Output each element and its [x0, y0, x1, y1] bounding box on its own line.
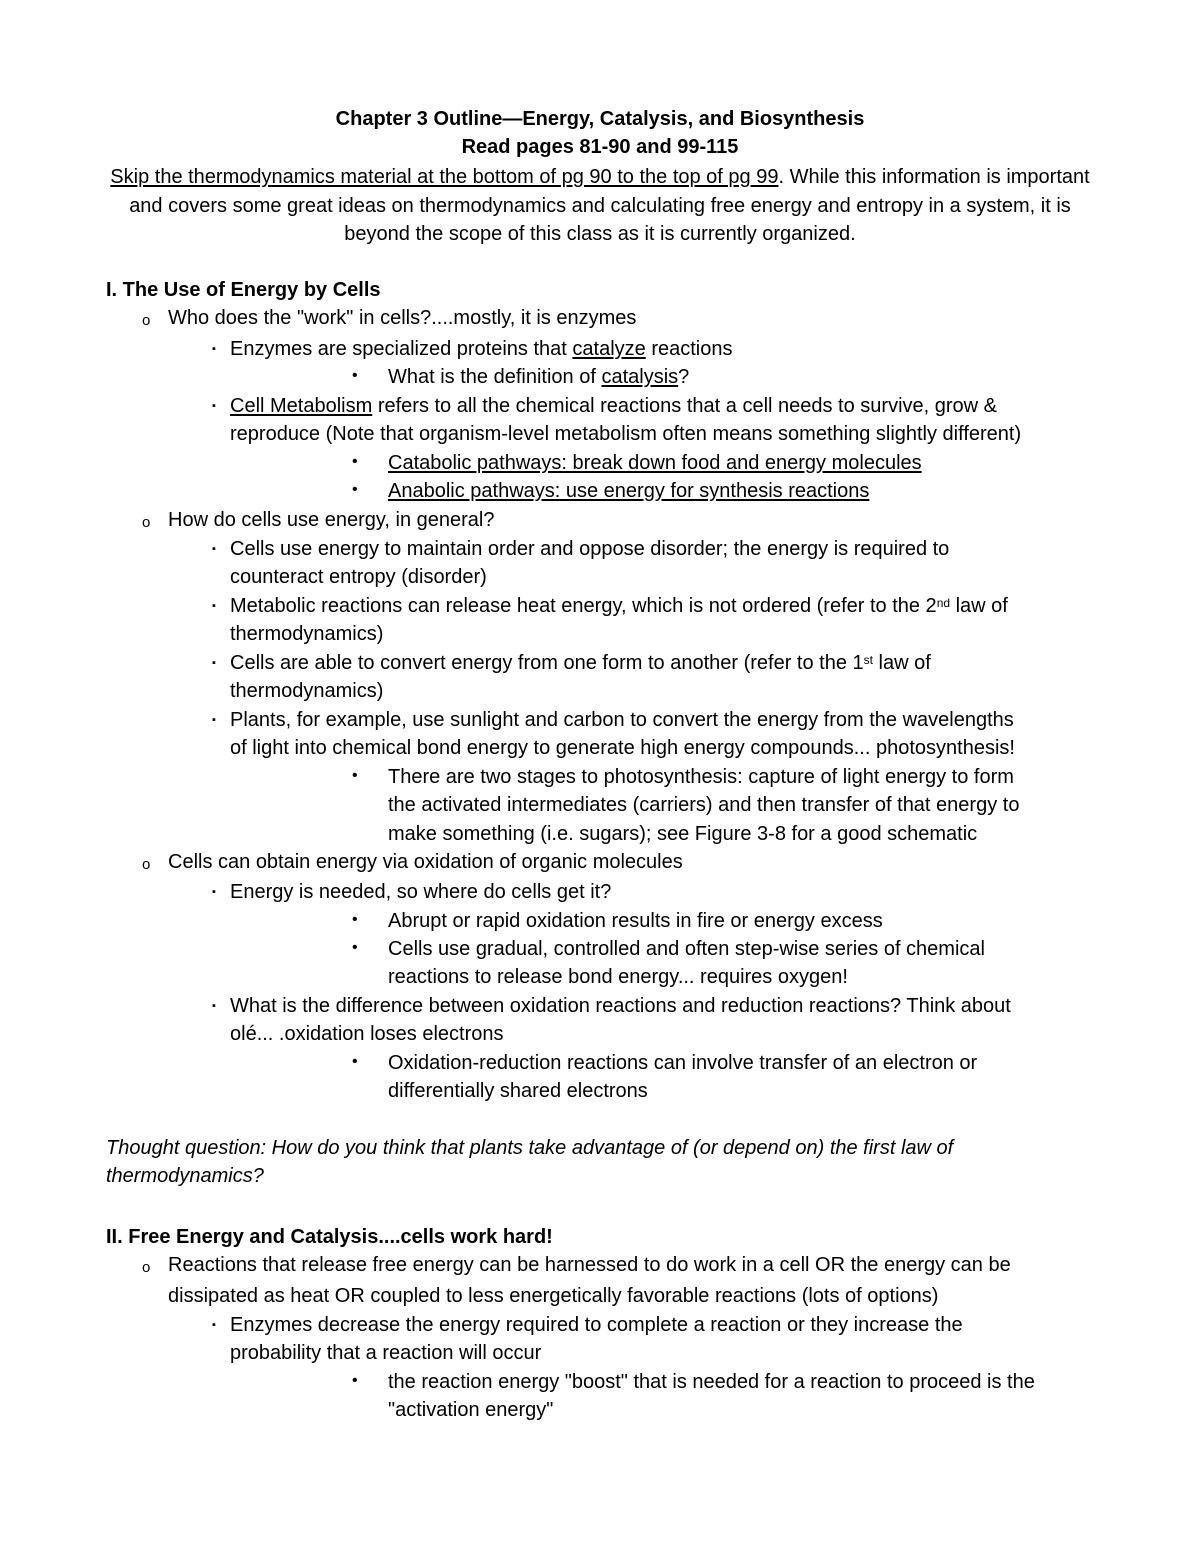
list-item: the reaction energy "boost" that is needed for a reaction to proceed is the — [388, 1371, 1035, 1393]
bullet-marker: • — [352, 453, 358, 470]
skip-note: Skip the thermodynamics material at the bottom of pg 90 to the top of pg 99 — [110, 166, 779, 188]
thought-question: Thought question: How do you think that plants take advantage of (or depend on) the first law of — [106, 1137, 954, 1159]
bullet-marker: ▪ — [212, 1000, 216, 1012]
list-item: Anabolic pathways: use energy for synthesis reactions — [388, 480, 870, 502]
list-item: Who does the "work" in cells?....mostly, it is enzymes — [168, 307, 637, 329]
list-item: Catabolic pathways: break down food and energy molecules — [388, 452, 922, 474]
bullet-marker: o — [142, 312, 151, 329]
bullet-marker: ▪ — [212, 543, 216, 555]
bullet-marker: ▪ — [212, 886, 216, 898]
list-item-continuation: make something (i.e. sugars); see Figure 3-8 for a good schematic — [388, 823, 978, 845]
bullet-marker: ▪ — [212, 657, 216, 669]
document-title: Chapter 3 Outline—Energy, Catalysis, and Biosynthesis — [335, 108, 865, 130]
reading-assignment: Read pages 81-90 and 99-115 — [461, 136, 739, 158]
list-item-continuation: dissipated as heat OR coupled to less energetically favorable reactions (lots of options) — [168, 1285, 939, 1307]
list-item: Energy is needed, so where do cells get it? — [230, 881, 612, 903]
list-item-continuation: counteract entropy (disorder) — [230, 566, 487, 588]
list-item: Enzymes decrease the energy required to complete a reaction or they increase the — [230, 1314, 963, 1336]
list-item-continuation: "activation energy" — [388, 1399, 554, 1421]
bullet-marker: • — [352, 481, 358, 498]
list-item-continuation: the activated intermediates (carriers) and then transfer of that energy to — [388, 794, 1020, 816]
bullet-marker: • — [352, 911, 358, 928]
list-item: How do cells use energy, in general? — [168, 509, 495, 531]
list-item: Reactions that release free energy can be harnessed to do work in a cell OR the energy can be — [168, 1254, 1011, 1276]
bullet-marker: ▪ — [212, 343, 216, 355]
list-item: What is the difference between oxidation reactions and reduction reactions? Think about — [230, 995, 1011, 1017]
list-item: Oxidation-reduction reactions can involve transfer of an electron or — [388, 1052, 978, 1074]
list-item: Enzymes are specialized proteins that catalyze reactions — [230, 338, 733, 360]
list-item-continuation: thermodynamics) — [230, 680, 384, 702]
list-item-continuation: probability that a reaction will occur — [230, 1342, 542, 1364]
list-item-continuation: reactions to release bond energy... requires oxygen! — [388, 966, 848, 988]
list-item-continuation: differentially shared electrons — [388, 1080, 648, 1102]
bullet-marker: o — [142, 1259, 151, 1276]
list-item-continuation: reproduce (Note that organism-level metabolism often means something slightly different) — [230, 423, 1022, 445]
bullet-marker: • — [352, 367, 358, 384]
catalysis-term: catalysis — [601, 366, 679, 388]
bullet-marker: • — [352, 767, 358, 784]
bullet-marker: ▪ — [212, 600, 216, 612]
list-item: Metabolic reactions can release heat energy, which is not ordered (refer to the 2nd law of — [230, 595, 1008, 617]
list-item: Abrupt or rapid oxidation results in fire or energy excess — [388, 910, 883, 932]
bullet-marker: o — [142, 856, 151, 873]
list-item: There are two stages to photosynthesis: capture of light energy to form — [388, 766, 1014, 788]
list-item: Plants, for example, use sunlight and carbon to convert the energy from the wavelengths — [230, 709, 1014, 731]
list-item: Cells use energy to maintain order and oppose disorder; the energy is required to — [230, 538, 950, 560]
bullet-marker: ▪ — [212, 400, 216, 412]
bullet-marker: o — [142, 514, 151, 531]
catalyze-term: catalyze — [572, 338, 646, 360]
bullet-marker: • — [352, 1372, 358, 1389]
list-item: Cells can obtain energy via oxidation of organic molecules — [168, 851, 683, 873]
section-2-heading: II. Free Energy and Catalysis....cells work hard! — [106, 1226, 553, 1248]
list-item: Cells are able to convert energy from one form to another (refer to the 1st law of — [230, 652, 931, 674]
bullet-marker: • — [352, 1053, 358, 1070]
section-1-heading: I. The Use of Energy by Cells — [106, 279, 381, 301]
list-item-continuation: of light into chemical bond energy to generate high energy compounds... photosynthesis! — [230, 737, 1015, 759]
list-item-continuation: thermodynamics) — [230, 623, 384, 645]
intro-text: . While this information is important and covers some great ideas on thermodynamics and calculating free energy and entropy in a system, it is beyond the scope of this class as it is currently organized. — [129, 166, 1090, 245]
intro-paragraph — [106, 163, 1094, 249]
bullet-marker: • — [352, 939, 358, 956]
bullet-marker: ▪ — [212, 714, 216, 726]
list-item-continuation: olé... .oxidation loses electrons — [230, 1023, 504, 1045]
list-item: Cell Metabolism refers to all the chemical reactions that a cell needs to survive, grow & — [230, 395, 998, 417]
cell-metabolism-term: Cell Metabolism — [230, 395, 373, 417]
bullet-marker: ▪ — [212, 1319, 216, 1331]
list-item: What is the definition of catalysis? — [388, 366, 690, 388]
thought-question-continuation: thermodynamics? — [106, 1165, 264, 1187]
list-item: Cells use gradual, controlled and often step-wise series of chemical — [388, 938, 985, 960]
